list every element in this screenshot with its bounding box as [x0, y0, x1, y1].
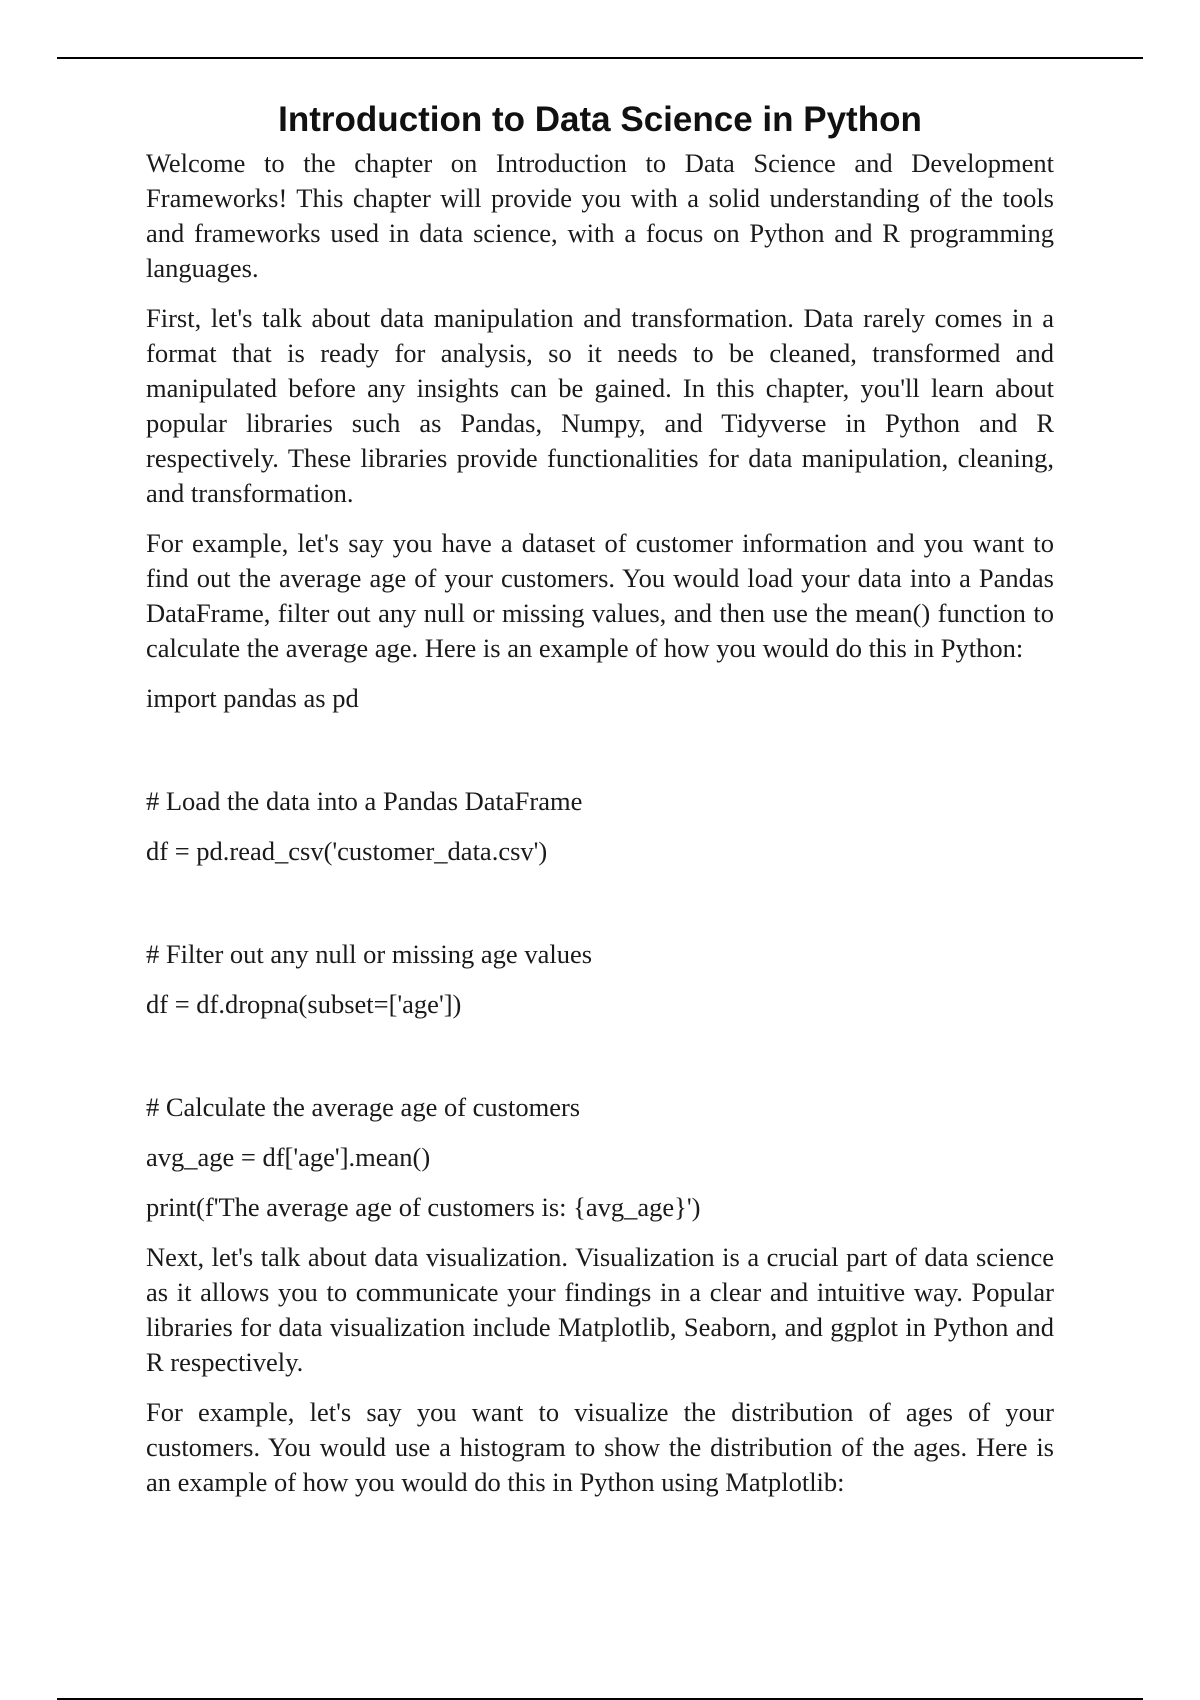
code-comment-load: # Load the data into a Pandas DataFrame — [146, 786, 583, 816]
paragraph-intro: Welcome to the chapter on Introduction to Data Science and Development Frameworks! This chapter will provide you with a solid understanding of the tools and frameworks used in data science, with a focus on Python and R programming languages. — [146, 148, 1054, 283]
code-line-import: import pandas as pd — [146, 683, 359, 713]
code-blank-line — [146, 731, 1054, 784]
code-comment-filter: # Filter out any null or missing age values — [146, 939, 593, 969]
paragraph-example-average-age: For example, let's say you have a dataset of customer information and you want to find out the average age of your customers. You would load your data into a Pandas DataFrame, filter out any null or missing values, and then use the mean() function to calculate the average age. Here is an example of how you would do this in Python: — [146, 528, 1054, 663]
code-line-print: print(f'The average age of customers is: {avg_age}') — [146, 1192, 701, 1222]
code-blank-line — [146, 884, 1054, 937]
code-line-filter: df = df.dropna(subset=['age']) — [146, 989, 462, 1019]
code-comment-calc: # Calculate the average age of customers — [146, 1092, 581, 1122]
top-rule — [57, 57, 1143, 59]
paragraph-data-visualization: Next, let's talk about data visualization. Visualization is a crucial part of data science as it allows you to communicate your findings in a clear and intuitive way. Popular libraries for data visualization include Matplotlib, Seaborn, and ggplot in Python and R respectively. — [146, 1242, 1054, 1377]
code-example-pandas — [146, 681, 1054, 1225]
code-line-load: df = pd.read_csv('customer_data.csv') — [146, 836, 548, 866]
paragraph-data-manipulation: First, let's talk about data manipulation and transformation. Data rarely comes in a format that is ready for analysis, so it needs to be cleaned, transformed and manipulated before any insights can be gained. In this chapter, you'll learn about popular libraries such as Pandas, Numpy, and Tidyverse in Python and R respectively. These libraries provide functionalities for data manipulation, cleaning, and transformation. — [146, 303, 1054, 508]
code-line-calc: avg_age = df['age'].mean() — [146, 1142, 431, 1172]
document-body — [146, 146, 1054, 1515]
code-blank-line — [146, 1037, 1054, 1090]
paragraph-example-histogram: For example, let's say you want to visualize the distribution of ages of your customers. You would use a histogram to show the distribution of the ages. Here is an example of how you would do this in Python using Matplotlib: — [146, 1397, 1054, 1497]
page-title: Introduction to Data Science in Python — [278, 100, 922, 140]
